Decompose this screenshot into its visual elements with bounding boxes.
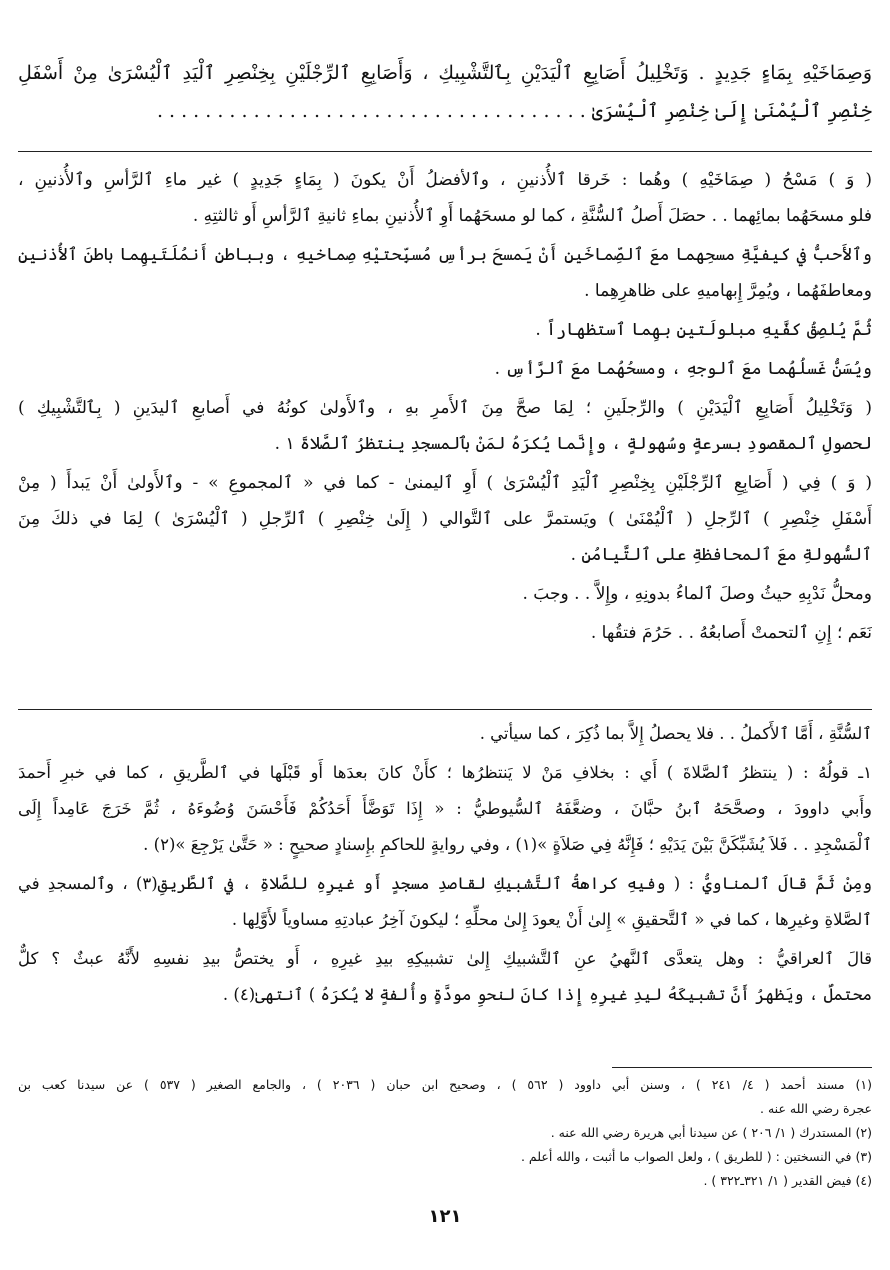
footnote-line: عجرة رضي الله عنه .	[760, 1101, 872, 1116]
hashiya-line: ٱلصَّلاةِ وغيرِها ، كما في « ٱلتَّحقيقِ » إِلىٰ أَنْ يعودَ إِلىٰ محلِّهِ ؛ ليكونَ آخِرُ عبادتِهِ مساوياً لأَوَّلِها .	[231, 910, 872, 929]
matn-line: خِنْصِرِ ٱلْيُمْنَىٰ إِلَىٰ خِنْصِرِ ٱلْيُسْرَىٰ . . . . . . . . . . . . . . . . . . . . . . . . . . . . . . . . . . . .	[156, 100, 872, 122]
footnote-separator	[612, 1067, 872, 1068]
sharh-line: ٱلسُّهولةِ معَ ٱلمحافظةِ على ٱلتَّيامُنِ .	[570, 545, 872, 565]
sharh-line: ( وَ ) مَسْحُ ( صِمَاخَيْهِ ) وهُما : خَرقا ٱلأُذنينِ ، وٱلأفضلُ أَنْ يكونَ ( بِمَاءٍ جَدِيدٍ ) غير ماءِ ٱلرَّأسِ وٱلأُذنينِ ،	[18, 170, 872, 190]
sharh-line: ومعاطفَهُما ، ويُمِرَّ إِبهاميهِ على ظاهرِهِما .	[584, 281, 872, 301]
hashiya-line: ٱلْمَسْجِدِ . . فَلاَ يُشَبِّكَنَّ بَيْنَ يَدَيْهِ ؛ فَإِنَّهُ فِي صَلاَةٍ »(١) ، وفي روايةٍ للحاكمِ بإِسنادٍ صحيحٍ : « حَتَّىٰ يَرْجِعَ »(٢) .	[143, 835, 872, 854]
matn-text	[18, 54, 872, 130]
hashiya-line: قالَ ٱلعراقيُّ : وهل يتعدَّى ٱلنَّهيُ عنِ ٱلتَّشبيكِ إِلىٰ تشبيكِهِ بيدِ غيرِهِ ، أَو يختصُّ بيدِ نفسِهِ لأَنَّهُ عبثٌ ؟ كلٌّ	[18, 949, 872, 968]
sharh-line: نَعَم ؛ إِنِ ٱلتحمتْ أَصابعُهُ . . حَرُمَ فتقُها .	[590, 623, 872, 643]
sharh-line: لحصولِ ٱلمقصودِ بسرعةٍ وسُهولةٍ ، وإِنَّما يُكرَهُ لمَنْ بٱلمسجدِ ينتظرُ ٱلصَّلاةَ ١ .	[274, 434, 872, 454]
footnote-line: (٤) فيض القدير ( ١/ ٣٢١ـ٣٢٢ ) .	[703, 1173, 872, 1188]
sharh-text	[18, 162, 872, 651]
page-number: ١٢١	[428, 1206, 462, 1227]
sharh-line: أَسْفَلِ خِنْصِرِ ) ٱلرِّجلِ ( ٱلْيُمْنَىٰ ) ويَستمرَّ على ٱلتَّوالي ( إِلَىٰ خِنْصِرِ ) ٱلرِّجلِ ( ٱلْيُسْرَىٰ ) لِمَا في ذلكَ مِنَ	[18, 509, 872, 529]
hashiya-line: ١ـ قولُهُ : ( ينتظرُ ٱلصَّلاةَ ) أَي : بخلافِ مَنْ لا يَنتظرُها ؛ كأَنْ كانَ بعدَها أَو قَبْلَها في ٱلطَّريقِ ، كما في خبرِ أَحمدَ	[18, 763, 872, 782]
sharh-line: ثُمَّ يُلصِقُ كفَّيهِ مبلولَتينِ بهِما ٱستظهاراً .	[535, 320, 872, 340]
hashiya-line: ومِنْ ثَمَّ قالَ ٱلمناويُّ : ( وفيهِ كراهةُ ٱلتَّشبيكِ لقاصدِ مسجدٍ أَو غيرِهِ للصَّلاةِ ، في ٱلطَّريقِ(٣) ، وٱلمسجدِ في	[18, 874, 872, 893]
sharh-line: ( وَ ) فِي ( أَصَابِعِ ٱلرِّجْلَيْنِ بِخِنْصِرِ ٱلْيَدِ ٱلْيُسْرَىٰ ) أَوِ ٱليمنىٰ - كما في « ٱلمجموعِ » - وٱلأَولىٰ أَنْ يَبدأَ ( مِنْ	[18, 473, 872, 493]
footnote-line: (٣) في النسختين : ( للطريق ) ، ولعل الصواب ما أثبت ، والله أعلم .	[520, 1149, 872, 1164]
hashiya-separator	[18, 709, 872, 710]
hashiya-line: محتملٌ ، ويَظهرُ أَنَّ تشبيكَهُ ليدِ غيرِهِ إِذا كانَ لنحوِ مودَّةٍ وأُلفةٍ لا يُكرَهُ ) ٱنتهىٰ(٤) .	[222, 985, 872, 1004]
hashiya-line: وأَبي داوودَ ، وصحَّحَهُ ٱبنُ حبَّانَ ، وضعَّفَهُ ٱلسُّيوطيُّ : « إِذَا تَوَضَّأَ أَحَدُكُمْ فَأَحْسَنَ وُضُوءَهُ ، ثُمَّ خَرَجَ عَامِداً إِلَى	[18, 799, 872, 818]
footnote-line: (٢) المستدرك ( ١/ ٢٠٦ ) عن سيدنا أبي هريرة رضي الله عنه .	[550, 1125, 872, 1140]
sharh-line: ( وَتَخْلِيلُ أَصَابِعِ ٱلْيَدَيْنِ ) والرِّجلَينِ ؛ لِمَا صحَّ مِنَ ٱلأَمرِ بهِ ، وٱلأَولىٰ كونُهُ في أَصابعِ ٱليدَينِ ( بِٱلتَّشْبِيكِ )	[18, 398, 872, 418]
sharh-line: ويُسَنُّ غَسلُهُما معَ ٱلوجهِ ، ومسحُهُما معَ ٱلرَّأسِ .	[494, 359, 872, 379]
sharh-line: وٱلأَحبُّ في كيفيَّةِ مسحِهما معَ ٱلصِّماخَينِ أَنْ يَمسحَ برأسِ مُسبِّحتيْهِ صِماخيهِ ، وبباطنِ أَنمُلَتَيهِما باطنَ ٱلأُذنينِ	[18, 245, 872, 265]
footnote-line: (١) مسند أحمد ( ٤/ ٢٤١ ) ، وسنن أبي داوود ( ٥٦٢ ) ، وصحيح ابن حبان ( ٢٠٣٦ ) ، والجامع الصغير ( ٥٣٧ ) عن سيدنا كعب بن	[18, 1077, 872, 1092]
hashiya-text	[18, 716, 872, 1013]
hashiya-line: ٱلسُّنَّةِ ، أَمَّا ٱلأَكملُ . . فلا يحصلُ إِلاَّ بما ذُكِرَ ، كما سيأتي .	[479, 724, 872, 743]
matn-line: وَصِمَاخَيْهِ بِمَاءٍ جَدِيدٍ . وَتَخْلِيلُ أَصَابِعِ ٱلْيَدَيْنِ بِٱلتَّشْبِيكِ ، وَأَصَابِعِ ٱلرِّجْلَيْنِ بِخِنْصِرِ ٱلْيَدِ ٱلْيُسْرَىٰ مِنْ أَسْفَلِ	[18, 62, 872, 84]
matn-separator	[18, 151, 872, 152]
footnotes	[18, 1073, 872, 1193]
sharh-line: ومحلُّ نَدْبِهِ حيثُ وصلَ ٱلماءُ بدونِهِ ، وإِلاَّ . . وجبَ .	[522, 584, 872, 604]
sharh-line: فلو مسحَهُما بمائِهما . . حصَلَ أَصلُ ٱلسُّنَّةِ ، كما لو مسحَهُما أَوِ ٱلأُذنينِ بماءِ ثانيةِ ٱلرَّأسِ أَو ثالثتِهِ .	[192, 206, 872, 226]
